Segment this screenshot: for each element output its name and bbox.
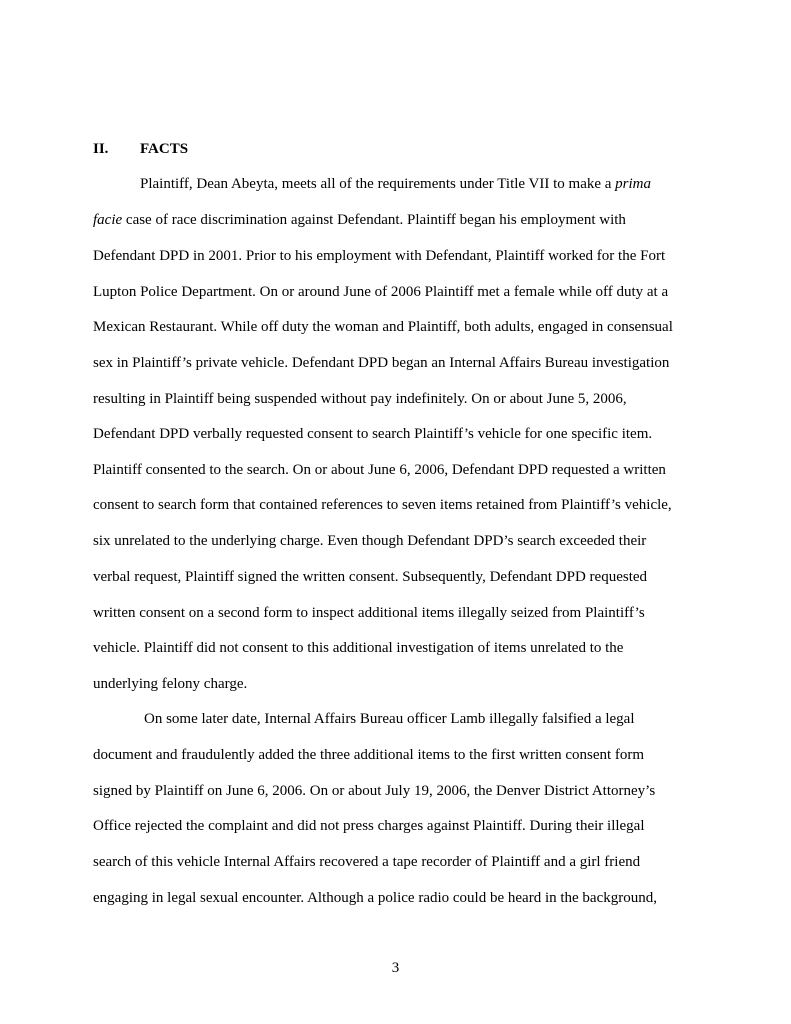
section-heading <box>93 139 188 159</box>
section-number: II. <box>93 141 109 157</box>
page-number: 3 <box>391 960 400 976</box>
text-line: On some later date, Internal Affairs Bureau officer Lamb illegally falsified a legal <box>144 711 635 727</box>
text-line: Office rejected the complaint and did not press charges against Plaintiff. During their illegal <box>93 818 645 834</box>
section-title: FACTS <box>140 141 189 157</box>
text-line: resulting in Plaintiff being suspended without pay indefinitely. On or about June 5, 2006, <box>93 391 627 407</box>
text-line: Plaintiff consented to the search. On or about June 6, 2006, Defendant DPD requested a written <box>93 462 666 478</box>
text-line: document and fraudulently added the three additional items to the first written consent form <box>93 747 645 763</box>
italic-text: prima <box>615 176 652 192</box>
text-line <box>140 174 651 194</box>
text-line: Lupton Police Department. On or around June of 2006 Plaintiff met a female while off duty at a <box>93 284 669 300</box>
text-line: underlying felony charge. <box>93 676 248 692</box>
text-line: signed by Plaintiff on June 6, 2006. On or about July 19, 2006, the Denver District Attorney’s <box>93 783 656 799</box>
text-line: verbal request, Plaintiff signed the written consent. Subsequently, Defendant DPD requested <box>93 569 648 585</box>
text-run: Plaintiff, Dean Abeyta, meets all of the requirements under Title VII to make a <box>140 176 616 192</box>
text-line: Defendant DPD verbally requested consent to search Plaintiff’s vehicle for one specific item. <box>93 426 653 442</box>
text-run: case of race discrimination against Defendant. Plaintiff began his employment with <box>122 212 626 228</box>
text-line: consent to search form that contained references to seven items retained from Plaintiff’s vehicle, <box>93 497 672 513</box>
text-line: Defendant DPD in 2001. Prior to his employment with Defendant, Plaintiff worked for the Fort <box>93 248 666 264</box>
text-line: six unrelated to the underlying charge. Even though Defendant DPD’s search exceeded their <box>93 533 647 549</box>
text-line: vehicle. Plaintiff did not consent to this additional investigation of items unrelated to the <box>93 640 624 656</box>
text-line: search of this vehicle Internal Affairs recovered a tape recorder of Plaintiff and a girl friend <box>93 854 641 870</box>
text-line <box>93 210 626 230</box>
italic-text: facie <box>93 212 123 228</box>
text-line: engaging in legal sexual encounter. Although a police radio could be heard in the background, <box>93 890 657 906</box>
text-line: written consent on a second form to inspect additional items illegally seized from Plaintiff’s <box>93 605 645 621</box>
text-line: Mexican Restaurant. While off duty the woman and Plaintiff, both adults, engaged in consensual <box>93 319 673 335</box>
text-line: sex in Plaintiff’s private vehicle. Defendant DPD began an Internal Affairs Bureau investigation <box>93 355 670 371</box>
